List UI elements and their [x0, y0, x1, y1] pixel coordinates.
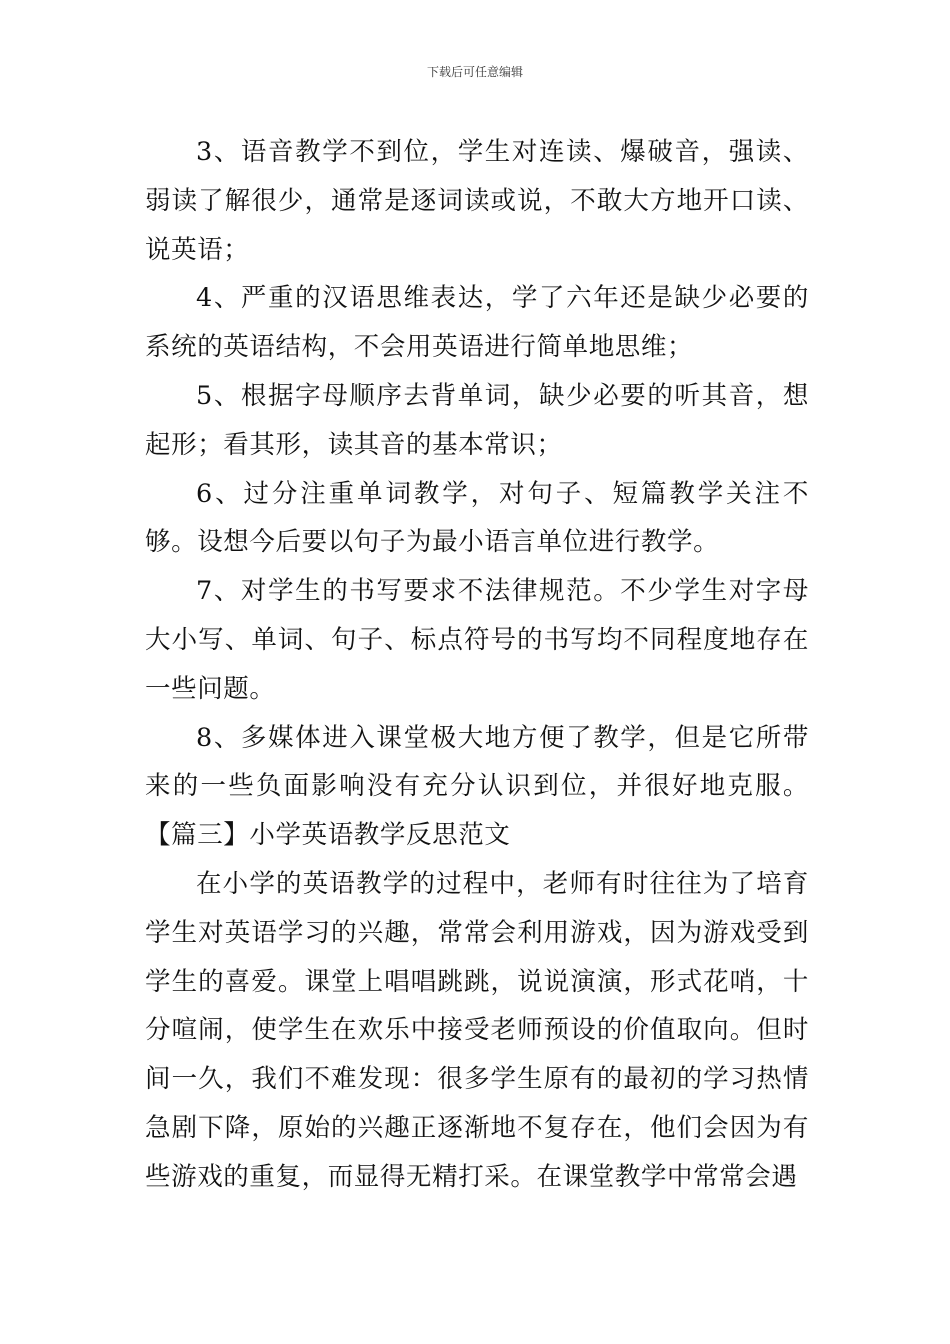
paragraph-item-8: 8、多媒体进入课堂极大地方便了教学，但是它所带来的一些负面影响没有充分认识到位，并很好地克服。 【篇三】小学英语教学反思范文 [145, 722, 809, 851]
paragraph-item-6: 6、过分注重单词教学，对句子、短篇教学关注不够。设想今后要以句子为最小语言单位进行教学。 [145, 478, 809, 558]
paragraph-item-3: 3、语音教学不到位，学生对连读、爆破音，强读、弱读了解很少，通常是逐词读或说，不敢大方地开口读、说英语； [145, 137, 809, 265]
document-body [145, 128, 809, 1202]
paragraph-item-4: 4、严重的汉语思维表达，学了六年还是缺少必要的系统的英语结构，不会用英语进行简单地思维； [145, 283, 809, 363]
paragraph-item-5: 5、根据字母顺序去背单词，缺少必要的听其音，想起形；看其形，读其音的基本常识； [145, 380, 809, 460]
paragraph-reflection: 在小学的英语教学的过程中，老师有时往往为了培育学生对英语学习的兴趣，常常会利用游戏，因为游戏受到学生的喜爱。课堂上唱唱跳跳，说说演演，形式花哨，十分喧闹，使学生在欢乐中接受老师预设的价值取向。但时间一久，我们不难发现：很多学生原有的最初的学习热情急剧下降，原始的兴趣正逐渐地不复存在，他们会因为有些游戏的重复，而显得无精打采。在课堂教学中常常会遇 [145, 868, 809, 1192]
paragraph-item-7: 7、对学生的书写要求不法律规范。不少学生对字母大小写、单词、句子、标点符号的书写均不同程度地存在一些问题。 [145, 576, 809, 704]
page-header: 下载后可任意编辑 [426, 65, 523, 79]
